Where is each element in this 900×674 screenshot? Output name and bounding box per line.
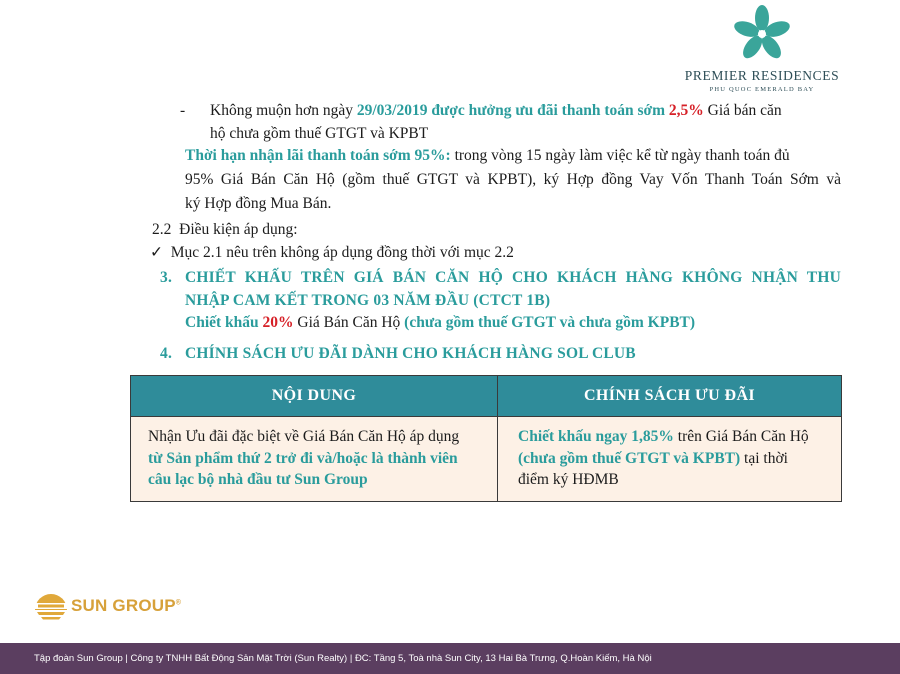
early-payment-line [210,101,782,121]
footer-text: Tập đoàn Sun Group | Công ty TNHH Bất Động Sản Mặt Trời (Sun Realty) | ĐC: Tầng 5, Toà nhà Sun City, 13 Hai Bà Trưng, Q.Hoàn Kiếm, Hà Nội [34,653,652,664]
cell-content-line-2: từ Sản phẩm thứ 2 trở đi và/hoặc là thành viên [148,449,458,467]
discount-line [185,313,695,333]
section-3-title-line-2: NHẬP CAM KẾT TRONG 03 NĂM ĐẦU (CTCT 1B) [185,292,551,309]
sun-group-name: SUN GROUP [71,596,176,615]
registered-mark: ® [175,599,182,607]
table-divider-horizontal [131,416,841,417]
term-line-1 [185,146,790,166]
footer-bar [0,643,900,674]
early-payment-text-d: Giá bán căn [703,102,782,119]
sun-emblem-icon [32,588,70,624]
policy-timing: tại thời [740,449,788,467]
early-payment-rate: 2,5% [668,102,704,119]
section-4-title: CHÍNH SÁCH ƯU ĐÃI DÀNH CHO KHÁCH HÀNG SOL CLUB [185,345,636,362]
table-header-row [131,376,841,416]
subsection-number: 2.2 [152,221,172,238]
term-text-2: 95% Giá Bán Căn Hộ (gồm thuế GTGT và KPBT), ký Hợp đồng Vay Vốn Thanh Toán Sớm và [185,171,841,188]
subsection-2-2 [152,220,298,240]
cell-policy-line-3: điểm ký HĐMB [518,471,619,488]
discount-label: Chiết khấu [185,314,263,331]
bullet-dash: - [180,102,186,119]
brand-subtitle: PHU QUOC EMERALD BAY [709,86,815,93]
table-header-policy: CHÍNH SÁCH ƯU ĐÃI [583,387,756,404]
term-text-1: trong vòng 15 ngày làm việc kể từ ngày thanh toán đủ [450,147,790,164]
sun-group-wordmark [71,596,181,616]
subsection-title: Điều kiện áp dụng: [179,221,298,238]
discount-mid: Giá Bán Căn Hộ [293,314,405,331]
term-label: Thời hạn nhận lãi thanh toán sớm 95%: [185,147,451,164]
policy-discount: Chiết khấu ngay 1,85% [518,428,674,445]
section-4-number: 4. [160,345,173,362]
cell-content-line-3: câu lạc bộ nhà đầu tư Sun Group [148,471,368,488]
table-header-content: NỘI DUNG [271,387,357,404]
section-3-number: 3. [160,269,173,286]
term-line-3: ký Hợp đồng Mua Bán. [185,195,332,212]
condition-item [150,243,514,263]
early-payment-text-a: Không muộn hơn ngày [210,102,357,119]
sun-group-logo [32,588,182,624]
premier-residences-logo [672,4,852,96]
condition-text: Mục 2.1 nêu trên không áp dụng đồng thời với mục 2.2 [170,244,514,261]
early-payment-deadline: 29/03/2019 được hưởng ưu đãi thanh toán sớm [356,102,669,119]
discount-value: 20% [262,314,294,331]
discount-tail: (chưa gồm thuế GTGT và chưa gồm KPBT) [404,314,696,331]
policy-tax-note: (chưa gồm thuế GTGT và KPBT) [518,449,741,467]
brand-name: PREMIER RESIDENCES [684,68,840,83]
policy-discount-base: trên Giá Bán Căn Hộ [673,428,809,445]
flower-logo-icon [726,4,798,68]
term-line-2 [185,170,841,190]
sol-club-policy-table [130,375,842,502]
early-payment-line-2: hộ chưa gồm thuế GTGT và KPBT [210,125,429,142]
table-divider-vertical [497,376,498,501]
section-3-title-line-1 [185,269,841,287]
cell-policy-line-2 [518,448,809,470]
cell-content-line-1: Nhận Ưu đãi đặc biệt về Giá Bán Căn Hộ áp dụng [148,428,460,445]
checkmark-icon: ✓ [150,244,163,261]
cell-policy-line-1 [518,426,809,448]
table-cell-content [148,426,459,491]
table-cell-policy [518,426,809,491]
section-3-title-text-1: CHIẾT KHẤU TRÊN GIÁ BÁN CĂN HỘ CHO KHÁCH HÀNG KHÔNG NHẬN THU [185,269,841,286]
